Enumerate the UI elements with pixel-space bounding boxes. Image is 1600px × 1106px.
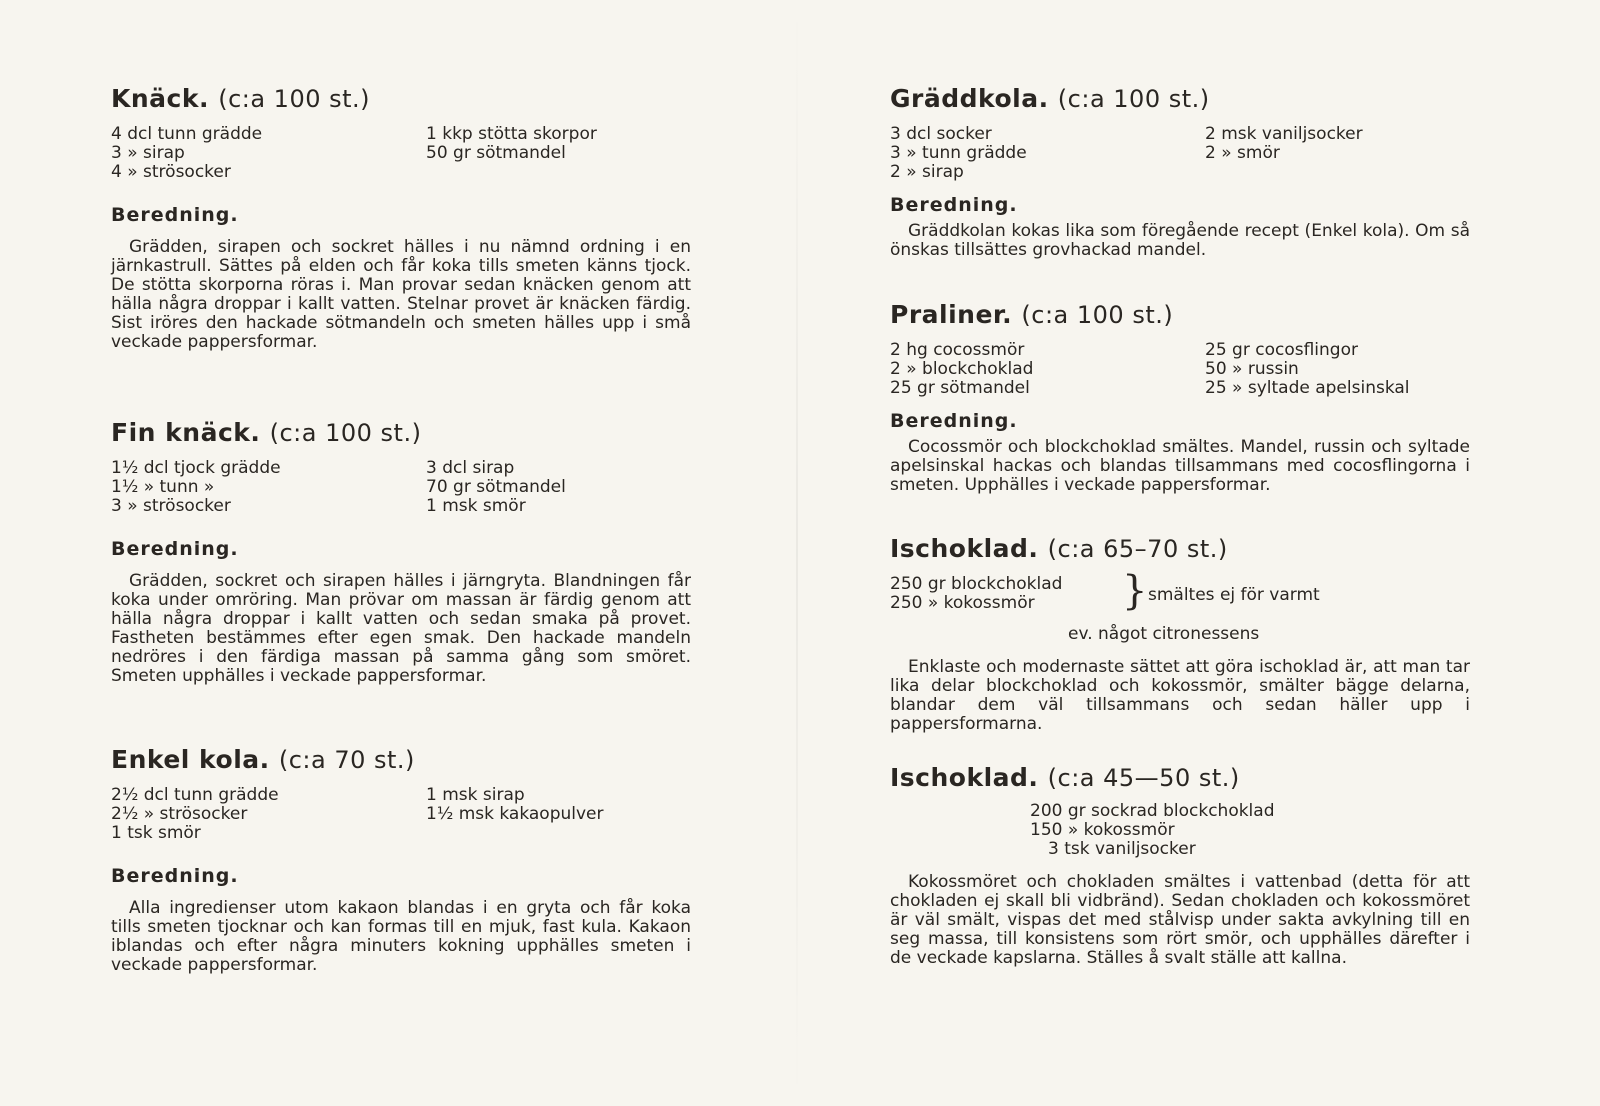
- ingredient: 3 » tunn grädde: [890, 143, 1027, 163]
- recipe-ischoklad-2: [890, 763, 1470, 968]
- ingredient: 50 » russin: [1205, 359, 1299, 379]
- recipe-title: Fin knäck. (c:a 100 st.): [111, 418, 422, 447]
- ingredient: 2 msk vaniljsocker: [1205, 124, 1363, 144]
- ingredient: 50 gr sötmandel: [426, 143, 566, 163]
- recipe-praliner: [890, 300, 1470, 495]
- ingredients: [890, 341, 1470, 398]
- method-title: Beredning.: [890, 410, 1018, 432]
- recipe-enkel-kola: [111, 745, 691, 975]
- recipe-title: Praliner. (c:a 100 st.): [890, 300, 1174, 329]
- method-text: Alla ingredienser utom kakaon blandas i en gryta och får koka tills smeten tjocknar och kan formas till en mjuk, fast kula. Kakaon iblandas och efter några minuters kokning upphälles smeten i veckade pappersformar.: [111, 898, 691, 975]
- ingredient-list: [890, 802, 1470, 859]
- ingredient: 4 dcl tunn grädde: [111, 124, 263, 144]
- method-text: Kokossmöret och chokladen smältes i vattenbad (detta för att chokladen ej skall bli vidbränd). Sedan chokladen och kokossmöret är väl smält, vispas det med stålvisp under sakta avkylning till en seg massa, till konsistens som rört smör, och upphälles därefter i de veckade kapslarna. Ställes å svalt ställe att kallna.: [890, 872, 1470, 968]
- method-text: Cocossmör och blockchoklad smältes. Mandel, russin och syltade apelsinskal hackas och blandas tillsammans med cocosflingorna i smeten. Upphälles i veckade pappersformar.: [890, 437, 1470, 495]
- recipe-title: Enkel kola. (c:a 70 st.): [111, 745, 415, 774]
- method-title: Beredning.: [111, 538, 239, 560]
- ingredient: 200 gr sockrad blockchoklad: [1030, 801, 1275, 821]
- ingredient: 1½ dcl tjock grädde: [111, 458, 281, 478]
- recipe-title: Knäck. (c:a 100 st.): [111, 84, 371, 113]
- ingredient: 1 msk sirap: [426, 785, 525, 805]
- ingredient: 2 hg cocossmör: [890, 340, 1025, 360]
- ingredient: 250 gr blockchoklad: [890, 574, 1063, 594]
- ingredient-list-right: [1205, 341, 1470, 398]
- ingredients: [890, 125, 1470, 182]
- ingredient: 3 » strösocker: [111, 496, 231, 516]
- ingredient: 150 » kokossmör: [1030, 820, 1175, 840]
- ingredients: [890, 568, 1470, 615]
- ingredient-list-left: [111, 459, 426, 516]
- ingredients: [111, 125, 691, 182]
- method-title: Beredning.: [890, 194, 1018, 216]
- ingredient-list-left: [890, 341, 1205, 398]
- recipe-fin-knack: [111, 418, 691, 686]
- method-title: Beredning.: [111, 204, 239, 226]
- ingredient: 1 kkp stötta skorpor: [426, 124, 597, 144]
- method-text: Grädden, sirapen och sockret hälles i nu nämnd ordning i en järnkastrull. Sättes på elden och får koka tills smeten känns tjock. De stötta skorporna röras i. Man provar sedan knäcken genom att hälla några droppar i kallt vatten. Stelnar provet är knäcken färdig. Sist iröres den hackade sötmandeln och smeten hälles upp i små veckade pappersformar.: [111, 237, 691, 352]
- ingredient: 1 tsk smör: [111, 823, 201, 843]
- brace-symbol: }: [1122, 568, 1148, 614]
- ingredient: 25 gr cocosflingor: [1205, 340, 1358, 360]
- ingredient: 2 » sirap: [890, 162, 964, 182]
- ingredient-list: [890, 575, 1062, 613]
- recipe-knack: [111, 84, 691, 352]
- brace-note: smältes ej för varmt: [1148, 585, 1320, 605]
- method-text: Gräddkolan kokas lika som föregående recept (Enkel kola). Om så önskas tillsättes grovhackad mandel.: [890, 221, 1470, 260]
- ingredient-list-right: [426, 459, 691, 516]
- ingredients: [111, 459, 691, 516]
- ingredient: 250 » kokossmör: [890, 593, 1035, 613]
- ingredient: 1½ msk kakaopulver: [426, 804, 604, 824]
- ingredient: 4 » strösocker: [111, 162, 231, 182]
- ingredient: 3 » sirap: [111, 143, 185, 163]
- ingredient: 1 msk smör: [426, 496, 526, 516]
- ingredient: 70 gr sötmandel: [426, 477, 566, 497]
- ingredient-list-right: [426, 786, 691, 843]
- ingredient: 25 » syltade apelsinskal: [1205, 378, 1410, 398]
- ingredient: 3 dcl socker: [890, 124, 992, 144]
- method-text: Enklaste och modernaste sättet att göra ischoklad är, att man tar lika delar blockchoklad och kokossmör, smälter bägge delarna, blandar dem väl tillsammans och sedan häller upp i pappersformarna.: [890, 657, 1470, 734]
- ingredient-list-left: [111, 786, 426, 843]
- ingredient-list-right: [426, 125, 691, 182]
- ingredient: 2 » blockchoklad: [890, 359, 1034, 379]
- ingredient-list-left: [111, 125, 426, 182]
- ingredient: 1½ » tunn »: [111, 477, 215, 497]
- page-fold: [796, 0, 798, 1106]
- recipe-title: Gräddkola. (c:a 100 st.): [890, 84, 1210, 113]
- ingredient: 2½ » strösocker: [111, 804, 248, 824]
- recipe-graddkola: [890, 84, 1470, 260]
- recipe-title: Ischoklad. (c:a 65–70 st.): [890, 534, 1228, 563]
- ingredient-list-left: [890, 125, 1205, 182]
- extra-note: ev. något citronessens: [1068, 624, 1260, 644]
- method-title: Beredning.: [111, 865, 239, 887]
- recipe-ischoklad-1: [890, 534, 1470, 734]
- ingredients: [111, 786, 691, 843]
- ingredient: 3 dcl sirap: [426, 458, 515, 478]
- recipe-title: Ischoklad. (c:a 45—50 st.): [890, 763, 1240, 792]
- ingredient: 25 gr sötmandel: [890, 378, 1030, 398]
- ingredient-list-right: [1205, 125, 1470, 182]
- method-text: Grädden, sockret och sirapen hälles i järngryta. Blandningen får koka under omröring. Man prövar om massan är färdig genom att hälla några droppar i kallt vatten och sedan smaka på provet. Fastheten bestämmes efter egen smak. Den hackade mandeln nedröres i den färdiga massan på samma gång som smöret. Smeten upphälles i veckade pappersformar.: [111, 571, 691, 686]
- ingredient: 3 tsk vaniljsocker: [1048, 839, 1196, 859]
- ingredient: 2½ dcl tunn grädde: [111, 785, 279, 805]
- ingredient: 2 » smör: [1205, 143, 1280, 163]
